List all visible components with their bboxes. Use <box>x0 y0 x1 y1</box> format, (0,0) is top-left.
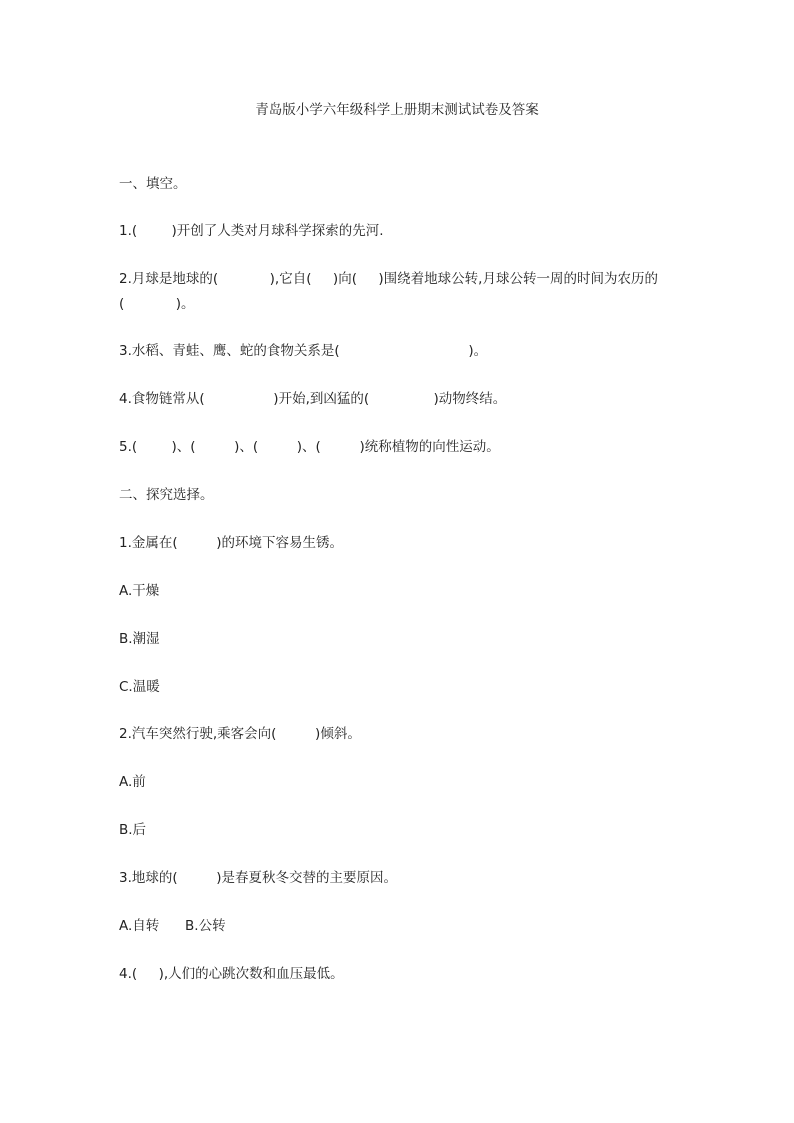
section-heading-fill-in: 一、填空。 <box>119 176 187 192</box>
question-1-4: 4.食物链常从( )开始,到凶猛的( )动物终结。 <box>119 391 507 407</box>
question-2-3: 3.地球的( )是春夏秋冬交替的主要原因。 <box>119 870 398 886</box>
option-2-1-b: B.潮湿 <box>119 631 160 647</box>
question-1-1: 1.( )开创了人类对月球科学探索的先河. <box>119 223 384 239</box>
question-2-2: 2.汽车突然行驶,乘客会向( )倾斜。 <box>119 726 361 742</box>
question-2-1: 1.金属在( )的环境下容易生锈。 <box>119 535 344 551</box>
option-2-2-a: A.前 <box>119 774 146 790</box>
options-2-3: A.自转 B.公转 <box>119 918 226 934</box>
question-1-2-line-1: 2.月球是地球的( ),它自( )向( )围绕着地球公转,月球公转一周的时间为农历的 <box>119 271 658 287</box>
question-2-4: 4.( ),人们的心跳次数和血压最低。 <box>119 966 344 982</box>
option-2-2-b: B.后 <box>119 822 147 838</box>
document-title: 青岛版小学六年级科学上册期末测试试卷及答案 <box>255 102 539 118</box>
option-2-1-c: C.温暖 <box>119 679 160 695</box>
option-2-1-a: A.干燥 <box>119 583 160 599</box>
section-heading-choice: 二、探究选择。 <box>119 487 214 503</box>
question-1-5: 5.( )、( )、( )、( )统称植物的向性运动。 <box>119 439 500 455</box>
question-1-3: 3.水稻、青蛙、鹰、蛇的食物关系是( )。 <box>119 343 488 359</box>
question-1-2-line-2: ( )。 <box>119 296 195 312</box>
